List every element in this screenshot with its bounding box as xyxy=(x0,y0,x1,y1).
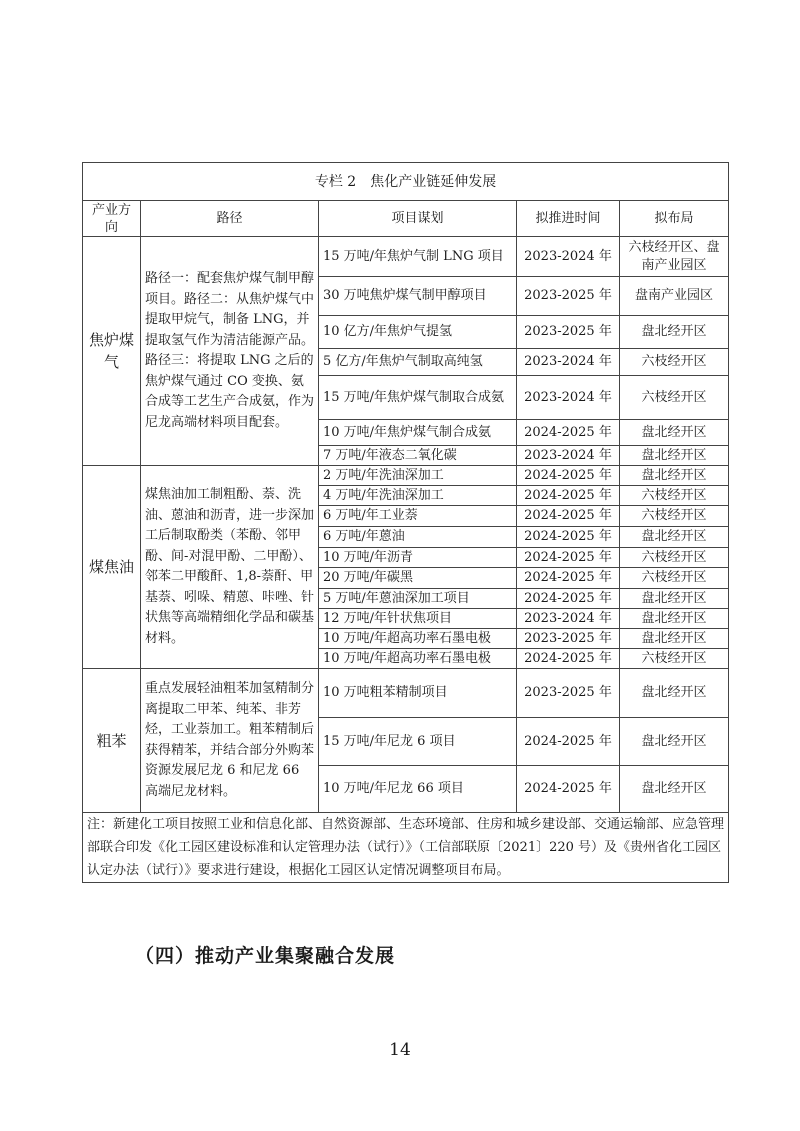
time-cell: 2023-2025 年 xyxy=(517,277,620,316)
table-title-row xyxy=(83,163,729,201)
layout-cell: 六枝经开区、盘南产业园区 xyxy=(620,237,729,277)
time-cell: 2024-2025 年 xyxy=(517,568,620,589)
layout-cell: 盘北经开区 xyxy=(620,609,729,629)
layout-cell: 六枝经开区 xyxy=(620,376,729,420)
project-cell: 10 亿方/年焦炉气提氢 xyxy=(319,316,517,349)
layout-cell: 盘北经开区 xyxy=(620,316,729,349)
header-layout: 拟布局 xyxy=(620,201,729,237)
time-cell: 2024-2025 年 xyxy=(517,589,620,609)
industry-direction-cell: 焦炉煤气 xyxy=(83,237,141,466)
layout-cell: 盘北经开区 xyxy=(620,446,729,466)
time-cell: 2024-2025 年 xyxy=(517,486,620,506)
time-cell: 2024-2025 年 xyxy=(517,718,620,766)
project-cell: 10 万吨/年沥青 xyxy=(319,548,517,568)
project-cell: 4 万吨/年洗油深加工 xyxy=(319,486,517,506)
project-cell: 6 万吨/年蒽油 xyxy=(319,527,517,548)
project-cell: 5 万吨/年蒽油深加工项目 xyxy=(319,589,517,609)
layout-cell: 六枝经开区 xyxy=(620,548,729,568)
section-heading: （四）推动产业集聚融合发展 xyxy=(135,945,396,967)
path-description-cell: 重点发展轻油粗苯加氢精制分离提取二甲苯、纯苯、非芳烃，工业萘加工。粗苯精制后获得精苯，并结合部分外购苯资源发展尼龙 6 和尼龙 66 高端尼龙材料。 xyxy=(141,669,319,813)
time-cell: 2023-2024 年 xyxy=(517,446,620,466)
time-cell: 2023-2024 年 xyxy=(517,349,620,376)
path-description-cell: 煤焦油加工制粗酚、萘、洗油、蒽油和沥青，进一步深加工后制取酚类（苯酚、邻甲酚、间-对混甲酚、二甲酚）、邻苯二甲酸酐、1,8-萘酐、甲基萘、吲哚、精蒽、咔唑、针状焦等高端精细化学品和碳基材料。 xyxy=(141,466,319,669)
project-cell: 15 万吨/年尼龙 6 项目 xyxy=(319,718,517,766)
time-cell: 2023-2025 年 xyxy=(517,629,620,649)
table-row xyxy=(83,237,729,277)
project-cell: 6 万吨/年工业萘 xyxy=(319,506,517,527)
table-header-row xyxy=(83,201,729,237)
header-project: 项目谋划 xyxy=(319,201,517,237)
time-cell: 2024-2025 年 xyxy=(517,420,620,446)
table-row xyxy=(83,466,729,486)
project-cell: 5 亿方/年焦炉气制取高纯氢 xyxy=(319,349,517,376)
project-cell: 10 万吨/年焦炉煤气制合成氨 xyxy=(319,420,517,446)
project-cell: 2 万吨/年洗油深加工 xyxy=(319,466,517,486)
time-cell: 2024-2025 年 xyxy=(517,527,620,548)
layout-cell: 六枝经开区 xyxy=(620,486,729,506)
time-cell: 2023-2025 年 xyxy=(517,316,620,349)
page-number: 14 xyxy=(389,1040,411,1060)
layout-cell: 盘北经开区 xyxy=(620,527,729,548)
time-cell: 2023-2024 年 xyxy=(517,376,620,420)
layout-cell: 盘北经开区 xyxy=(620,669,729,718)
project-cell: 7 万吨/年液态二氧化碳 xyxy=(319,446,517,466)
layout-cell: 盘北经开区 xyxy=(620,766,729,813)
layout-cell: 盘北经开区 xyxy=(620,589,729,609)
layout-cell: 盘北经开区 xyxy=(620,420,729,446)
project-cell: 12 万吨/年针状焦项目 xyxy=(319,609,517,629)
layout-cell: 盘北经开区 xyxy=(620,466,729,486)
layout-cell: 六枝经开区 xyxy=(620,506,729,527)
project-cell: 10 万吨/年超高功率石墨电极 xyxy=(319,629,517,649)
layout-cell: 盘北经开区 xyxy=(620,629,729,649)
project-cell: 10 万吨/年尼龙 66 项目 xyxy=(319,766,517,813)
time-cell: 2024-2025 年 xyxy=(517,766,620,813)
project-cell: 15 万吨/年焦炉煤气制取合成氨 xyxy=(319,376,517,420)
project-cell: 15 万吨/年焦炉气制 LNG 项目 xyxy=(319,237,517,277)
time-cell: 2024-2025 年 xyxy=(517,506,620,527)
table-title: 专栏 2 焦化产业链延伸发展 xyxy=(83,163,729,201)
time-cell: 2024-2025 年 xyxy=(517,466,620,486)
header-path: 路径 xyxy=(141,201,319,237)
industry-direction-cell: 煤焦油 xyxy=(83,466,141,669)
time-cell: 2023-2024 年 xyxy=(517,237,620,277)
time-cell: 2023-2025 年 xyxy=(517,669,620,718)
project-cell: 20 万吨/年碳黑 xyxy=(319,568,517,589)
time-cell: 2023-2024 年 xyxy=(517,609,620,629)
time-cell: 2024-2025 年 xyxy=(517,548,620,568)
project-cell: 10 万吨粗苯精制项目 xyxy=(319,669,517,718)
path-description-cell: 路径一：配套焦炉煤气制甲醇项目。路径二：从焦炉煤气中提取甲烷气，制备 LNG，并提取氢气作为清洁能源产品。路径三：将提取 LNG 之后的焦炉煤气通过 CO 变换、氨合成等工艺生产合成氨，作为尼龙高端材料项目配套。 xyxy=(141,237,319,466)
layout-cell: 六枝经开区 xyxy=(620,568,729,589)
header-time: 拟推进时间 xyxy=(517,201,620,237)
table-row xyxy=(83,669,729,718)
layout-cell: 盘南产业园区 xyxy=(620,277,729,316)
table-note: 注：新建化工项目按照工业和信息化部、自然资源部、生态环境部、住房和城乡建设部、交通运输部、应急管理部联合印发《化工园区建设标准和认定管理办法（试行）》（工信部联原〔2021〕220 号）及《贵州省化工园区认定办法（试行）》要求进行建设，根据化工园区认定情况调整项目布局。 xyxy=(83,813,729,883)
layout-cell: 盘北经开区 xyxy=(620,718,729,766)
table-note-row xyxy=(83,813,729,883)
project-cell: 30 万吨焦炉煤气制甲醇项目 xyxy=(319,277,517,316)
project-table-wrapper xyxy=(82,162,728,883)
header-direction: 产业方向 xyxy=(83,201,141,237)
industry-direction-cell: 粗苯 xyxy=(83,669,141,813)
project-table xyxy=(82,162,729,883)
layout-cell: 六枝经开区 xyxy=(620,349,729,376)
time-cell: 2024-2025 年 xyxy=(517,649,620,669)
layout-cell: 六枝经开区 xyxy=(620,649,729,669)
project-cell: 10 万吨/年超高功率石墨电极 xyxy=(319,649,517,669)
